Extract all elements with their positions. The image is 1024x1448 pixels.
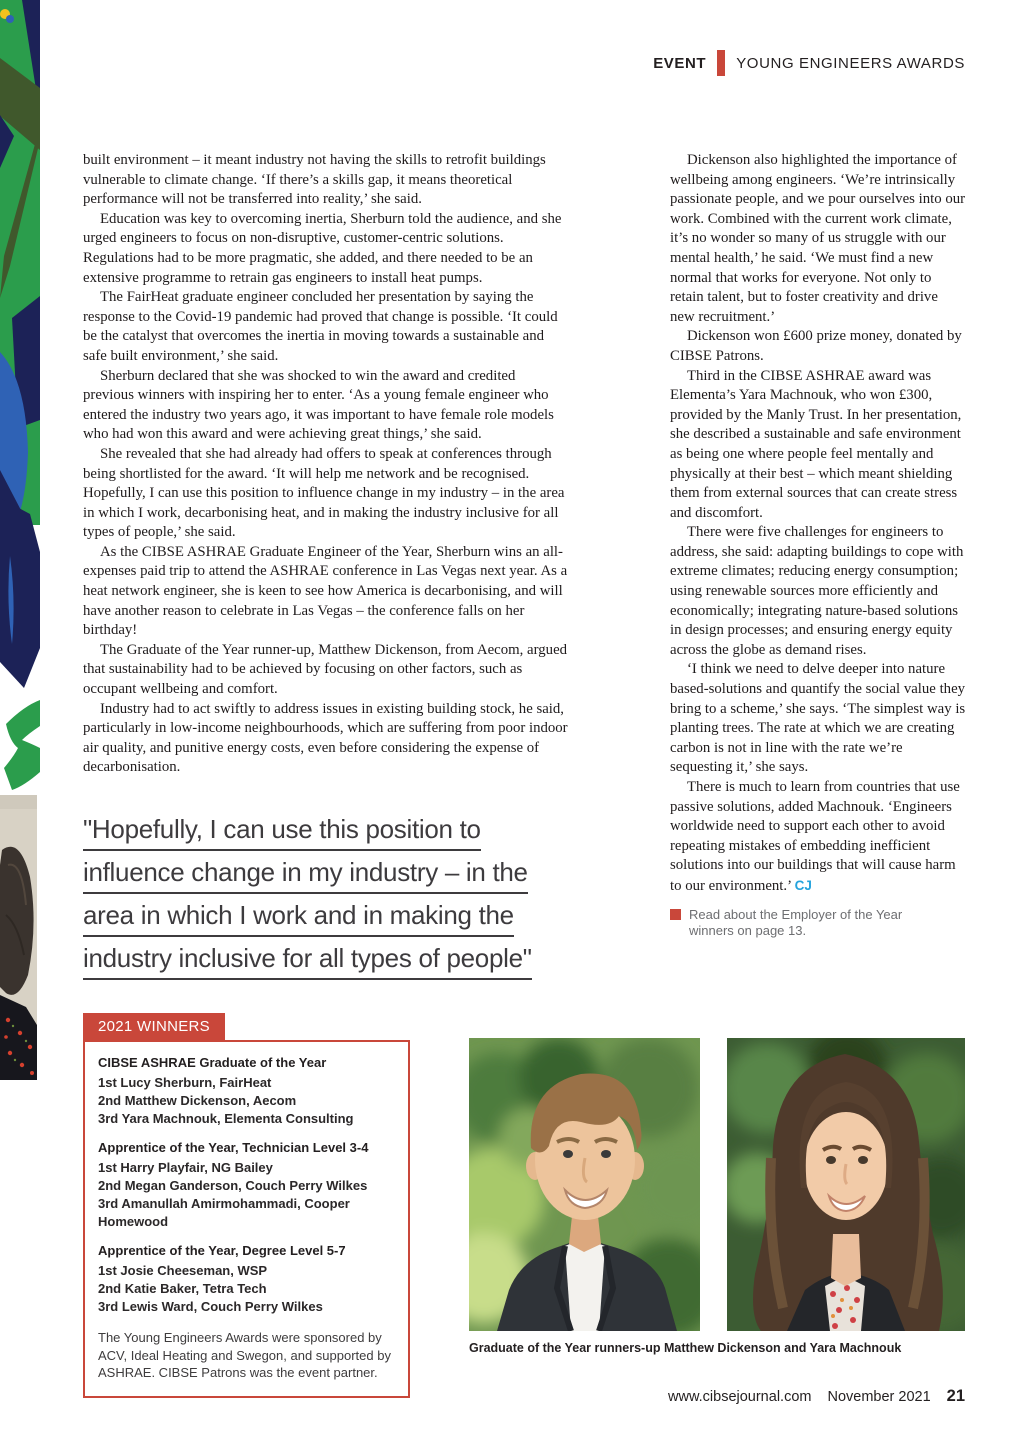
award-category-title: CIBSE ASHRAE Graduate of the Year [98, 1055, 327, 1070]
winner-item: 3rd Amanullah Amirmohammadi, Cooper Homewood [98, 1196, 350, 1229]
paragraph: built environment – it meant industry not having the skills to retrofit buildings vulnerable to climate change. ‘If there’s a skills gap, it means theoretical performance will not be transferred into reality,’ she said. [83, 152, 546, 208]
winner-item: 1st Harry Playfair, NG Bailey [98, 1160, 273, 1175]
page-kicker-title: YOUNG ENGINEERS AWARDS [736, 54, 965, 72]
award-category-title: Apprentice of the Year, Technician Level 3-4 [98, 1140, 369, 1155]
sponsors-footnote: The Young Engineers Awards were sponsored by ACV, Ideal Heating and Swegon, and supported by ASHRAE. CIBSE Patrons was the event partner. [98, 1330, 391, 1380]
paragraph: Dickenson also highlighted the importance of wellbeing among engineers. ‘We’re intrinsically passionate people, and we pour ourselves into our work. Combined with the current work climate, it’s no wonder so many of us struggle with our mental health,’ he said. ‘We must find a new normal that works for everyone. Not only to retain talent, but to foster creativity and drive new recruitment.’ [670, 152, 966, 325]
paragraph: ‘I think we need to delve deeper into nature based-solutions and quantify the social value they bring to a scheme,’ she says. ‘The simplest way is planting trees. The rate at which we are creating carbon is not in line with the rate we’re sequesting it,’ she says. [670, 661, 966, 776]
pull-quote-line: industry inclusive for all types of people" [83, 943, 532, 980]
photo-yara-machnouk [727, 1038, 965, 1331]
pull-quote-line: "Hopefully, I can use this position to [83, 814, 481, 851]
pull-quote-line: influence change in my industry – in the [83, 857, 528, 894]
page-header [653, 50, 965, 76]
winner-item: 3rd Yara Machnouk, Elementa Consulting [98, 1111, 354, 1126]
winner-item: 3rd Lewis Ward, Couch Perry Wilkes [98, 1299, 323, 1314]
winner-item: 2nd Katie Baker, Tetra Tech [98, 1281, 267, 1296]
photo-matthew-dickenson [469, 1038, 700, 1331]
winner-item: 1st Josie Cheeseman, WSP [98, 1263, 268, 1278]
page-number: 21 [946, 1387, 965, 1405]
paragraph [670, 778, 966, 897]
note-text: Read about the Employer of the Year winners on page 13. [689, 906, 903, 938]
partial-portrait-photo [0, 795, 37, 1080]
cross-reference-note [670, 907, 966, 939]
page-footer [668, 1387, 965, 1406]
award-category-title: Apprentice of the Year, Degree Level 5-7 [98, 1243, 346, 1258]
issue-date: November 2021 [827, 1389, 931, 1405]
paragraph: The FairHeat graduate engineer concluded her presentation by saying the response to the Covid-19 pandemic had proved that change is possible. ‘It could be the catalyst that overcomes the inertia in moving towards a sustainable and safe built environment,’ she said. [83, 289, 558, 364]
paragraph: Education was key to overcoming inertia, Sherburn told the audience, and she urged engineers to focus on non-disruptive, customer-centric solutions. Regulations had to be more pragmatic, she added, and there needed to be an extensive programme to retrain gas engineers to install heat pumps. [83, 210, 562, 286]
winners-box-tab: 2021 WINNERS [83, 1013, 225, 1041]
winners-box-body [83, 1040, 410, 1398]
site-url: www.cibsejournal.com [668, 1389, 812, 1405]
article-column-2 [670, 151, 966, 939]
paragraph: As the CIBSE ASHRAE Graduate Engineer of the Year, Sherburn wins an all-expenses paid trip to attend the ASHRAE conference in Las Vegas next year. As a heat network engineer, she is keen to see how America is decarbonising, and will have another reason to celebrate in Las Vegas – the conference falls on her birthday! [83, 543, 568, 639]
pull-quote [83, 814, 593, 986]
red-square-bullet-icon [670, 909, 681, 920]
red-divider-bar [717, 50, 725, 76]
pull-quote-line: area in which I work and in making the [83, 900, 514, 937]
paragraph: There were five challenges for engineers to address, she said: adapting buildings to cope with extreme climates; reducing energy consumption; using renewable sources more efficiently and economically; integrating nature-based solutions in design processes; and ensuring energy equity across the globe as demand rises. [670, 524, 964, 658]
photo-caption: Graduate of the Year runners-up Matthew Dickenson and Yara Machnouk [469, 1341, 902, 1355]
paragraph: Sherburn declared that she was shocked to win the award and credited previous winners with inspiring her to enter. ‘As a young female engineer who entered the industry two years ago, it was important to have female role models who had won this award and were achieving great things,’ she said. [83, 367, 554, 443]
winner-item: 1st Lucy Sherburn, FairHeat [98, 1075, 272, 1090]
section-kicker: EVENT [653, 54, 707, 72]
paragraph-text: There is much to learn from countries that use passive solutions, added Machnouk. ‘Engineers worldwide need to support each other to avoid repeating mistakes of embedding inefficient solutions into our buildings that will cause harm to our environment.’ [670, 779, 960, 894]
left-margin-illustration [0, 0, 40, 790]
cj-endnote-mark: CJ [794, 877, 812, 893]
portrait-woman-photo [727, 1038, 965, 1331]
winner-item: 2nd Matthew Dickenson, Aecom [98, 1093, 297, 1108]
paragraph: Industry had to act swiftly to address issues in existing building stock, he said, particularly in low-income neighbourhoods, which are suffering from poor indoor air quality, and punitive energy costs, even before considering the expense of decarbonisation. [83, 700, 568, 776]
winners-box [83, 1013, 410, 1398]
article-column-1 [83, 151, 569, 778]
left-margin-photo-fragment [0, 795, 37, 1080]
paragraph: Dickenson won £600 prize money, donated by CIBSE Patrons. [670, 328, 962, 364]
paragraph: Third in the CIBSE ASHRAE award was Elementa’s Yara Machnouk, who won £300, provided by the Manly Trust. In her presentation, she described a sustainable and safe environment as being one where people feel mentally and physically at their best – which meant shielding them from external sources that can create stress and discomfort. [670, 367, 962, 521]
winner-item: 2nd Megan Ganderson, Couch Perry Wilkes [98, 1178, 368, 1193]
portrait-man-photo [469, 1038, 700, 1331]
paragraph: The Graduate of the Year runner-up, Matthew Dickenson, from Aecom, argued that sustainability had to be achieved by focusing on other factors, such as occupant wellbeing and comfort. [83, 641, 568, 698]
paragraph: She revealed that she had already had offers to speak at conferences through being shortlisted for the award. ‘It will help me network and be recognised. Hopefully, I can use this position to influence change in my industry – in the area in which I work, decarbonising heat, and in making the industry inclusive for all types of people,’ she said. [83, 445, 565, 541]
foliage-illustration [0, 0, 40, 790]
